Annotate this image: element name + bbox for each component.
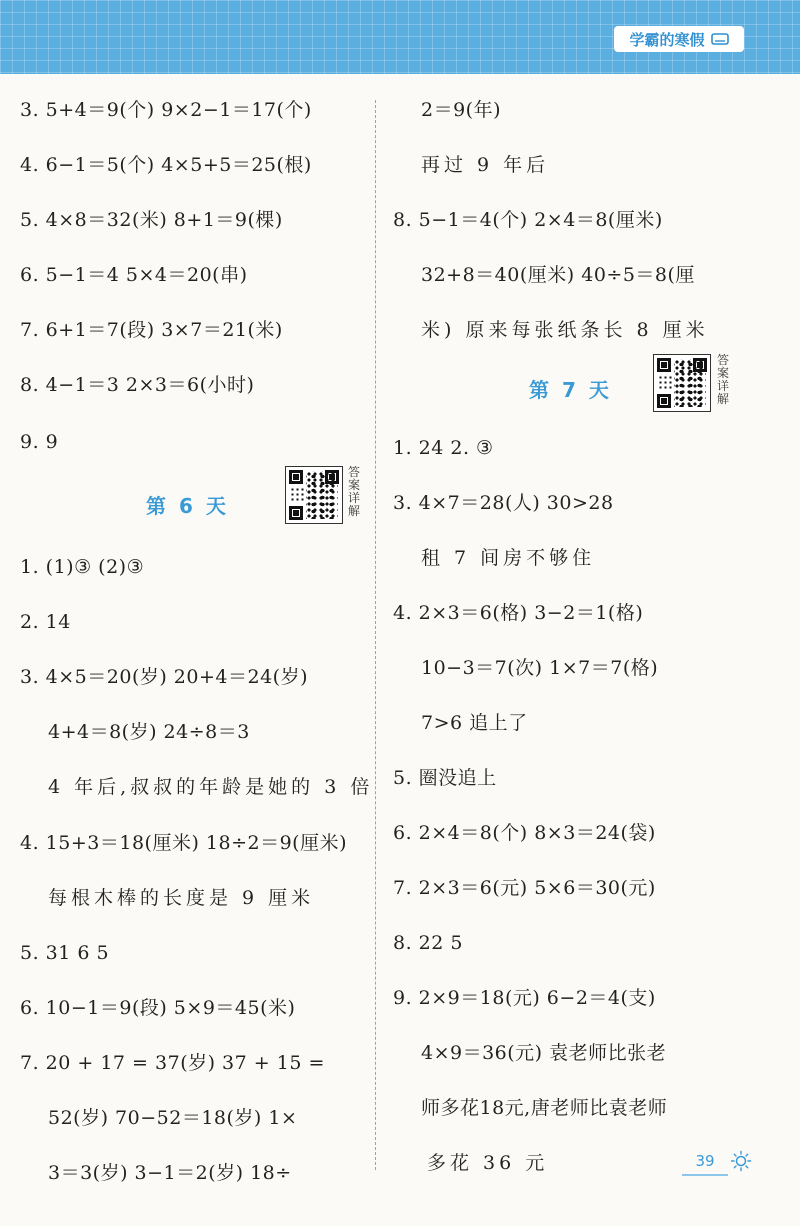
- page-number: 39: [682, 1148, 728, 1176]
- answer-line: 4. 15+3＝18(厘米) 18÷2＝9(厘米): [20, 832, 347, 854]
- qr-label: 答案详解: [347, 465, 360, 518]
- answer-line: 9. 9: [20, 431, 59, 453]
- answer-line: 4. 6−1＝5(个) 4×5+5＝25(根): [20, 154, 312, 176]
- answer-line: 3. 4×5＝20(岁) 20+4＝24(岁): [20, 666, 308, 688]
- qr-pattern: [290, 487, 306, 501]
- answer-line: 52(岁) 70−52＝18(岁) 1×: [48, 1107, 298, 1129]
- sun-icon: [730, 1150, 752, 1172]
- qr-finder: [289, 470, 303, 484]
- answer-line: 2＝9(年): [421, 99, 502, 121]
- answer-line: 4+4＝8(岁) 24÷8＝3: [48, 721, 250, 743]
- qr-label: 答案详解: [716, 353, 729, 406]
- answer-line: 4×9＝36(元) 袁老师比张老: [421, 1042, 667, 1064]
- answer-line: 5. 31 6 5: [20, 942, 110, 964]
- answer-line: 多花 36 元: [427, 1152, 549, 1174]
- answer-line: 3＝3(岁) 3−1＝2(岁) 18÷: [48, 1162, 292, 1184]
- qr-finder: [657, 394, 671, 408]
- answer-line: 4 年后,叔叔的年龄是她的 3 倍: [48, 776, 374, 798]
- answer-line: 7. 2×3＝6(元) 5×6＝30(元): [393, 877, 656, 899]
- answer-line: 32+8＝40(厘米) 40÷5＝8(厘: [421, 264, 695, 286]
- answer-line: 师多花18元,唐老师比袁老师: [421, 1097, 668, 1119]
- answer-line: 再过 9 年后: [421, 154, 550, 176]
- qr-code[interactable]: [285, 466, 343, 524]
- qr-code[interactable]: [653, 354, 711, 412]
- answer-line: 8. 4−1＝3 2×3＝6(小时): [20, 374, 255, 396]
- answer-line: 4. 2×3＝6(格) 3−2＝1(格): [393, 602, 644, 624]
- page-header: [0, 0, 800, 74]
- header-tab-label: 学霸的寒假: [629, 30, 705, 49]
- answer-line: 租 7 间房不够住: [421, 547, 596, 569]
- answer-line: 5. 4×8＝32(米) 8+1＝9(棵): [20, 209, 283, 231]
- answer-line: 6. 5−1＝4 5×4＝20(串): [20, 264, 248, 286]
- answer-line: 5. 圈没追上: [393, 767, 497, 789]
- answer-line: 2. 14: [20, 611, 71, 633]
- answer-line: 8. 22 5: [393, 932, 463, 954]
- answer-line: 每根木棒的长度是 9 厘米: [48, 887, 315, 909]
- answer-line: 7. 6+1＝7(段) 3×7＝21(米): [20, 319, 283, 341]
- column-divider: [375, 100, 376, 1170]
- qr-pattern: [306, 471, 338, 519]
- answer-line: 6. 2×4＝8(个) 8×3＝24(袋): [393, 822, 656, 844]
- answer-line: 10−3＝7(次) 1×7＝7(格): [421, 657, 659, 679]
- day-6-title: 第 6 天: [146, 494, 229, 518]
- answer-line: 3. 5+4＝9(个) 9×2−1＝17(个): [20, 99, 312, 121]
- answer-line: 1. (1)③ (2)③: [20, 556, 145, 578]
- qr-pattern: [658, 375, 674, 389]
- book-icon: [711, 32, 729, 46]
- answer-line: 7>6 追上了: [421, 712, 528, 734]
- qr-pattern: [674, 359, 706, 407]
- answer-line: 8. 5−1＝4(个) 2×4＝8(厘米): [393, 209, 663, 231]
- answer-line: 3. 4×7＝28(人) 30>28: [393, 492, 614, 514]
- qr-finder: [289, 506, 303, 520]
- answer-line: 米) 原来每张纸条长 8 厘米: [421, 319, 709, 341]
- answer-line: 1. 24 2. ③: [393, 437, 494, 459]
- answer-line: 6. 10−1＝9(段) 5×9＝45(米): [20, 997, 296, 1019]
- answer-line: 9. 2×9＝18(元) 6−2＝4(支): [393, 987, 656, 1009]
- qr-finder: [657, 358, 671, 372]
- day-7-title: 第 7 天: [529, 378, 612, 402]
- answer-line: 7. 20 + 17 = 37(岁) 37 + 15 =: [20, 1052, 325, 1074]
- header-tab: [614, 26, 744, 52]
